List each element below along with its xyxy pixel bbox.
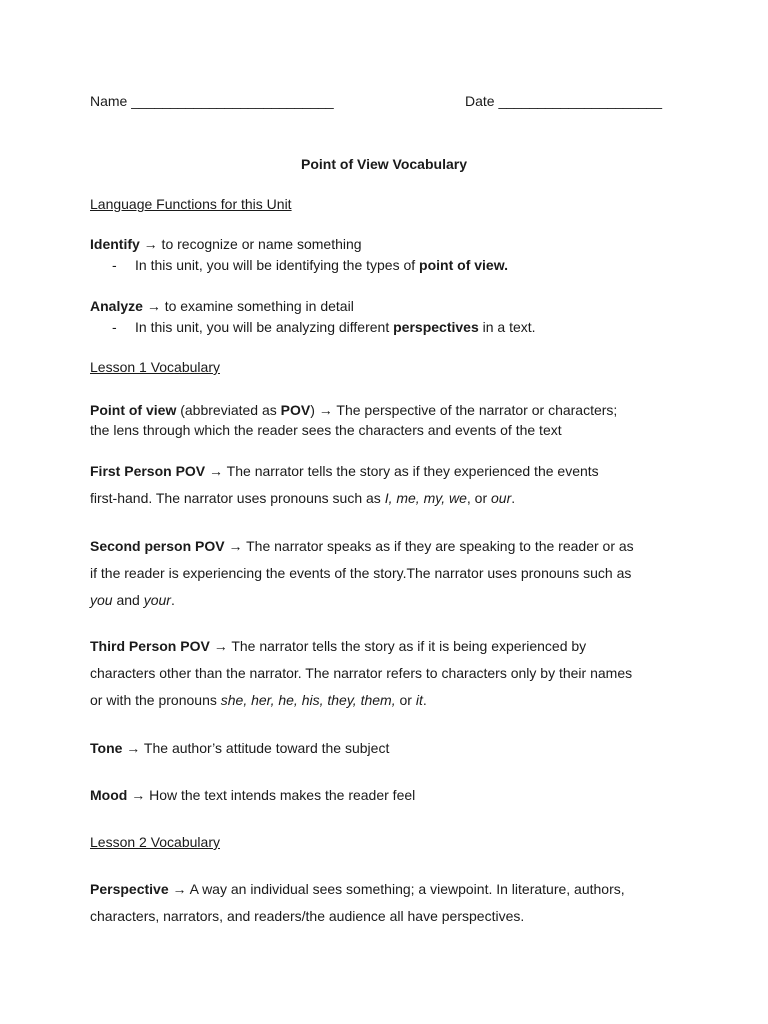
mood-term: Mood: [90, 787, 128, 803]
first-person-term: First Person POV: [90, 463, 206, 479]
perspective-line2: characters, narrators, and readers/the audience all have perspectives.: [90, 908, 525, 924]
tone-definition: → The author’s attitude toward the subject: [122, 740, 390, 756]
first-person-text: first-hand. The narrator uses pronouns such as: [90, 490, 385, 506]
pov-definition-line2: the lens through which the reader sees the characters and events of the text: [90, 422, 562, 438]
arrow-icon: →: [143, 236, 158, 252]
identify-entry: [90, 234, 362, 254]
conjunction: and: [112, 592, 144, 608]
section-heading-lesson-1: Lesson 1 Vocabulary: [90, 359, 220, 375]
first-person-pronouns: I, me, my, we: [384, 490, 467, 506]
third-person-pronouns: she, her, he, his, they, them,: [220, 692, 396, 708]
identify-note: [135, 255, 508, 275]
second-person-line3: [90, 590, 175, 610]
third-person-pronoun-it: it: [415, 692, 423, 708]
first-person-definition: → The narrator tells the story as if they experienced the events: [205, 463, 599, 479]
second-person-entry: [90, 536, 634, 556]
tone-term: Tone: [90, 740, 123, 756]
date-label: Date: [465, 93, 495, 109]
bullet-dash: -: [112, 257, 117, 273]
page-title: Point of View Vocabulary: [301, 156, 467, 172]
analyze-note-end: in a text.: [478, 319, 536, 335]
section-heading-lesson-2: Lesson 2 Vocabulary: [90, 834, 220, 850]
name-field: [90, 91, 334, 111]
second-person-line2: if the reader is experiencing the events of the story.The narrator uses pronouns such as: [90, 565, 632, 581]
third-person-entry: [90, 636, 586, 656]
bullet-dash: -: [112, 319, 117, 335]
pov-definition: ) → The perspective of the narrator or characters;: [310, 402, 618, 418]
conjunction: , or: [466, 490, 492, 506]
analyze-note-bold: perspectives: [393, 319, 479, 335]
mood-entry: [90, 785, 415, 805]
name-label: Name: [90, 93, 128, 109]
identify-note-text: In this unit, you will be identifying the types of: [135, 257, 420, 273]
analyze-note: [135, 317, 536, 337]
conjunction: or: [395, 692, 416, 708]
second-person-pronoun-your: your: [143, 592, 171, 608]
first-person-entry: [90, 461, 599, 481]
perspective-entry: [90, 879, 625, 899]
perspective-term: Perspective: [90, 881, 169, 897]
pov-term: Point of view: [90, 402, 177, 418]
analyze-note-text: In this unit, you will be analyzing different: [135, 319, 394, 335]
mood-definition: → How the text intends makes the reader feel: [127, 787, 416, 803]
name-blank: __________________________: [131, 93, 334, 109]
pov-abbr: POV: [280, 402, 311, 418]
date-blank: _____________________: [498, 93, 662, 109]
identify-definition: to recognize or name something: [157, 236, 362, 252]
date-field: [465, 91, 662, 111]
identify-note-bold: point of view.: [419, 257, 508, 273]
pov-text: (abbreviated as: [176, 402, 281, 418]
first-person-line2: [90, 488, 515, 508]
analyze-entry: [90, 296, 354, 316]
second-person-term: Second person POV: [90, 538, 225, 554]
analyze-term: Analyze: [90, 298, 143, 314]
third-person-term: Third Person POV: [90, 638, 210, 654]
third-person-line2: characters other than the narrator. The narrator refers to characters only by their names: [90, 665, 633, 681]
identify-term: Identify: [90, 236, 140, 252]
second-person-definition: → The narrator speaks as if they are speaking to the reader or as: [224, 538, 634, 554]
first-person-pronoun-our: our: [491, 490, 512, 506]
third-person-line3: [90, 690, 427, 710]
third-person-text: or with the pronouns: [90, 692, 221, 708]
arrow-icon: →: [146, 298, 161, 314]
period: .: [422, 692, 427, 708]
second-person-pronoun-you: you: [90, 592, 113, 608]
period: .: [511, 490, 516, 506]
tone-entry: [90, 738, 389, 758]
section-heading-language-functions: Language Functions for this Unit: [90, 196, 292, 212]
perspective-definition: → A way an individual sees something; a viewpoint. In literature, authors,: [168, 881, 625, 897]
third-person-definition: → The narrator tells the story as if it is being experienced by: [209, 638, 587, 654]
analyze-definition: to examine something in detail: [160, 298, 354, 314]
pov-entry: [90, 400, 617, 420]
period: .: [170, 592, 175, 608]
